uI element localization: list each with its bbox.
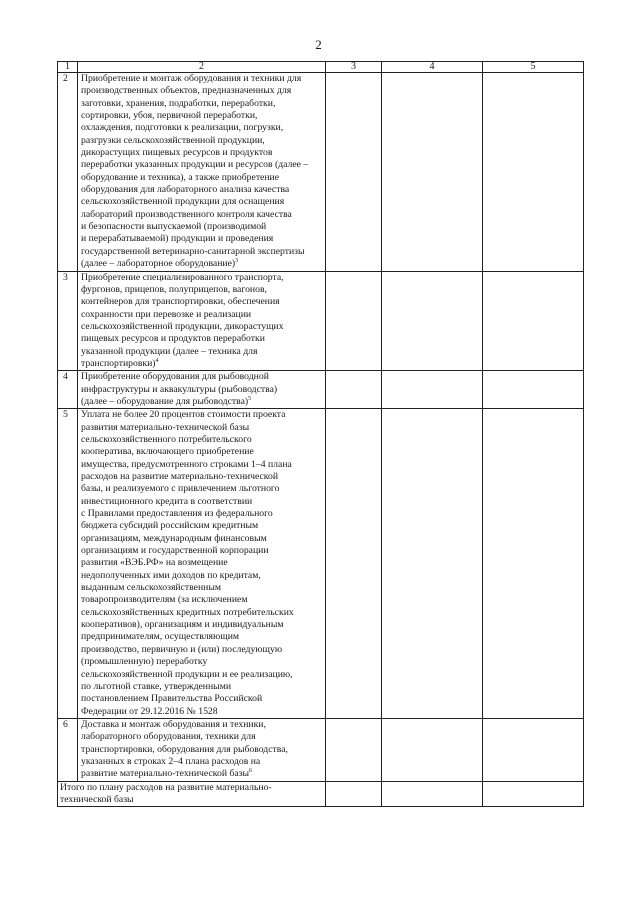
- description-text: транспортировки, оборудования для рыбоводства,: [81, 743, 288, 755]
- description-text: сохранности при перевозке и реализации: [81, 308, 252, 320]
- footnote-marker: 5: [248, 395, 252, 402]
- description-text: кооператива, включающего приобретение: [81, 446, 254, 458]
- description-line: [81, 693, 324, 705]
- description-text: развитие материально-технической базы: [81, 768, 249, 780]
- description-line: [81, 508, 324, 520]
- description-text: по льготной ставке, утвержденными: [81, 680, 232, 692]
- description-line: [81, 520, 324, 532]
- row-number: 3: [58, 271, 78, 371]
- description-line: [81, 669, 324, 681]
- row-description: [78, 371, 326, 409]
- description-line: [81, 557, 324, 569]
- amount-cell-col5: [483, 718, 584, 781]
- row-description: [78, 718, 326, 781]
- description-line: [81, 607, 324, 619]
- description-line: [81, 545, 324, 557]
- description-text: сельскохозяйственной продукции и ее реализацию,: [81, 668, 293, 680]
- description-text: Федерации от 29.12.2016 № 1528: [81, 705, 218, 717]
- description-text: указанной продукции (далее – техника для: [81, 345, 258, 357]
- description-line: [81, 272, 324, 284]
- description-text: постановлением Правительства Российской: [81, 693, 263, 705]
- description-line: [81, 309, 324, 321]
- description-text: лабораторного оборудования, техники для: [81, 731, 256, 743]
- description-text: товаропроизводителям (за исключением: [81, 594, 248, 606]
- description-text: указанных в строках 2–4 плана расходов на: [81, 755, 261, 767]
- description-text: охлаждения, подготовки к реализации, погрузки,: [81, 122, 284, 134]
- amount-cell-col5: [483, 409, 584, 719]
- description-line: [81, 196, 324, 208]
- description-line: [81, 172, 324, 184]
- description-text: переработки указанных продукции и ресурсов (далее –: [81, 159, 309, 171]
- description-text: транспортировки): [81, 357, 156, 369]
- amount-cell-col4: [382, 271, 483, 371]
- row-number: 5: [58, 409, 78, 719]
- description-text: пищевых ресурсов и продуктов переработки: [81, 333, 265, 345]
- description-text: и перерабатываемой) продукции и проведения: [81, 233, 274, 245]
- row-number: 4: [58, 371, 78, 409]
- description-line: [81, 110, 324, 122]
- description-text: выданным сельскохозяйственным: [81, 582, 221, 594]
- amount-cell-col3: [326, 718, 382, 781]
- description-line: [81, 258, 324, 270]
- description-text: (далее – лабораторное оборудование): [81, 258, 236, 270]
- footnote-marker: 3: [235, 258, 239, 265]
- description-line: [81, 233, 324, 245]
- description-text: недополученных ими доходов по кредитам,: [81, 569, 261, 581]
- description-line: [81, 85, 324, 97]
- description-line: [81, 570, 324, 582]
- header-cell-4: 4: [382, 62, 483, 73]
- amount-cell-col5: [483, 371, 584, 409]
- description-text: лабораторий производственного контроля качества: [81, 208, 292, 220]
- description-line: [81, 209, 324, 221]
- description-text: производственных объектов, предназначенных для: [81, 85, 292, 97]
- description-text: производство, первичную и (или) последующую: [81, 643, 283, 655]
- description-line: [81, 333, 324, 345]
- description-line: [81, 459, 324, 471]
- description-line: [81, 422, 324, 434]
- amount-cell-col3: [326, 371, 382, 409]
- description-text: Доставка и монтаж оборудования и техники,: [81, 718, 266, 730]
- amount-cell-col4: [382, 718, 483, 781]
- description-text: базы, и реализуемого с привлечением льготного: [81, 483, 280, 495]
- description-line: [81, 446, 324, 458]
- amount-cell-col4: [382, 371, 483, 409]
- description-line: [81, 594, 324, 606]
- description-line: [81, 533, 324, 545]
- description-text: и безопасности выпускаемой (производимой: [81, 221, 267, 233]
- table-row: [58, 409, 584, 719]
- total-label-line: Итого по плану расходов на развитие материально-: [60, 781, 272, 793]
- table-row: [58, 718, 584, 781]
- total-cell-col3: [326, 781, 382, 807]
- row-description: [78, 409, 326, 719]
- description-text: инвестиционного кредита в соответствии: [81, 495, 253, 507]
- amount-cell-col3: [326, 73, 382, 272]
- description-text: организациям, международным финансовым: [81, 532, 267, 544]
- description-text: фургонов, прицепов, полуприцепов, вагонов,: [81, 283, 267, 295]
- description-line: [81, 644, 324, 656]
- row-number: 2: [58, 73, 78, 272]
- description-line: [81, 719, 324, 731]
- description-line: [81, 409, 324, 421]
- description-line: [81, 496, 324, 508]
- amount-cell-col5: [483, 73, 584, 272]
- description-text: имущества, предусмотренного строками 1–4 плана: [81, 458, 292, 470]
- description-line: [81, 358, 324, 370]
- description-line: [81, 731, 324, 743]
- description-text: оборудования для лабораторного анализа качества: [81, 184, 290, 196]
- description-text: сельскохозяйственного потребительского: [81, 433, 252, 445]
- description-line: [81, 221, 324, 233]
- table-header-row: [58, 62, 584, 73]
- description-text: Уплата не более 20 процентов стоимости проекта: [81, 409, 286, 421]
- description-text: заготовки, хранения, подработки, переработки,: [81, 97, 276, 109]
- description-line: [81, 744, 324, 756]
- header-cell-5: 5: [483, 62, 584, 73]
- total-label: [58, 781, 326, 807]
- description-text: (промышленную) переработку: [81, 656, 208, 668]
- description-line: [81, 246, 324, 258]
- row-description: [78, 73, 326, 272]
- description-text: с Правилами предоставления из федерального: [81, 508, 273, 520]
- description-line: [81, 147, 324, 159]
- amount-cell-col4: [382, 73, 483, 272]
- description-text: разгрузки сельскохозяйственной продукции,: [81, 134, 265, 146]
- description-line: [81, 631, 324, 643]
- total-cell-col4: [382, 781, 483, 807]
- description-text: сельскохозяйственной продукции, дикорастущих: [81, 320, 284, 332]
- description-line: [81, 135, 324, 147]
- description-text: организациям и государственной корпорации: [81, 545, 269, 557]
- description-text: сортировки, убоя, первичной переработки,: [81, 110, 258, 122]
- total-row: [58, 781, 584, 807]
- description-line: [81, 296, 324, 308]
- header-cell-1: 1: [58, 62, 78, 73]
- footnote-marker: 6: [249, 768, 252, 775]
- description-line: [81, 346, 324, 358]
- total-label-line: технической базы: [60, 793, 134, 805]
- description-text: оборудование и техника), а также приобретение: [81, 171, 280, 183]
- header-cell-3: 3: [326, 62, 382, 73]
- description-text: сельскохозяйственной продукции для оснащения: [81, 196, 285, 208]
- description-line: [81, 371, 324, 383]
- description-line: [81, 471, 324, 483]
- description-text: Приобретение оборудования для рыбоводной: [81, 371, 269, 383]
- amount-cell-col5: [483, 271, 584, 371]
- table-row: [58, 371, 584, 409]
- description-line: [81, 321, 324, 333]
- expense-plan-table: [57, 61, 584, 807]
- description-line: [81, 656, 324, 668]
- description-line: [81, 284, 324, 296]
- description-text: контейнеров для транспортировки, обеспечения: [81, 296, 280, 308]
- table-row: [58, 271, 584, 371]
- description-text: предпринимателям, осуществляющим: [81, 631, 240, 643]
- description-line: [81, 73, 324, 85]
- description-line: [81, 396, 324, 408]
- row-number: 6: [58, 718, 78, 781]
- footnote-marker: 4: [155, 357, 159, 364]
- table-row: [58, 73, 584, 272]
- description-line: [81, 384, 324, 396]
- description-text: сельскохозяйственных кредитных потребительских: [81, 606, 294, 618]
- total-cell-col5: [483, 781, 584, 807]
- page-number: 2: [315, 37, 322, 52]
- description-text: дикорастущих пищевых ресурсов и продуктов: [81, 147, 273, 159]
- description-line: [81, 619, 324, 631]
- description-text: развития материально-технической базы: [81, 421, 250, 433]
- description-line: [81, 122, 324, 134]
- description-text: развития «ВЭБ.РФ» на возмещение: [81, 557, 228, 569]
- description-text: (далее – оборудование для рыбоводства): [81, 395, 249, 407]
- description-line: [81, 98, 324, 110]
- description-line: [81, 681, 324, 693]
- description-line: [81, 706, 324, 718]
- description-text: кооперативов), организациям и индивидуальным: [81, 619, 284, 631]
- amount-cell-col4: [382, 409, 483, 719]
- description-line: [81, 434, 324, 446]
- header-cell-2: 2: [78, 62, 326, 73]
- description-line: [81, 582, 324, 594]
- description-text: Приобретение и монтаж оборудования и техники для: [81, 73, 302, 84]
- description-text: инфраструктуры и аквакультуры (рыбоводства): [81, 383, 278, 395]
- description-text: бюджета субсидий российским кредитным: [81, 520, 259, 532]
- row-description: [78, 271, 326, 371]
- description-line: [81, 159, 324, 171]
- description-line: [81, 184, 324, 196]
- description-line: [81, 483, 324, 495]
- description-line: [81, 768, 324, 780]
- description-text: Приобретение специализированного транспорта,: [81, 271, 284, 283]
- amount-cell-col3: [326, 409, 382, 719]
- description-line: [81, 756, 324, 768]
- amount-cell-col3: [326, 271, 382, 371]
- description-text: государственной ветеринарно-санитарной экспертизы: [81, 245, 305, 257]
- description-text: расходов на развитие материально-технической: [81, 471, 279, 482]
